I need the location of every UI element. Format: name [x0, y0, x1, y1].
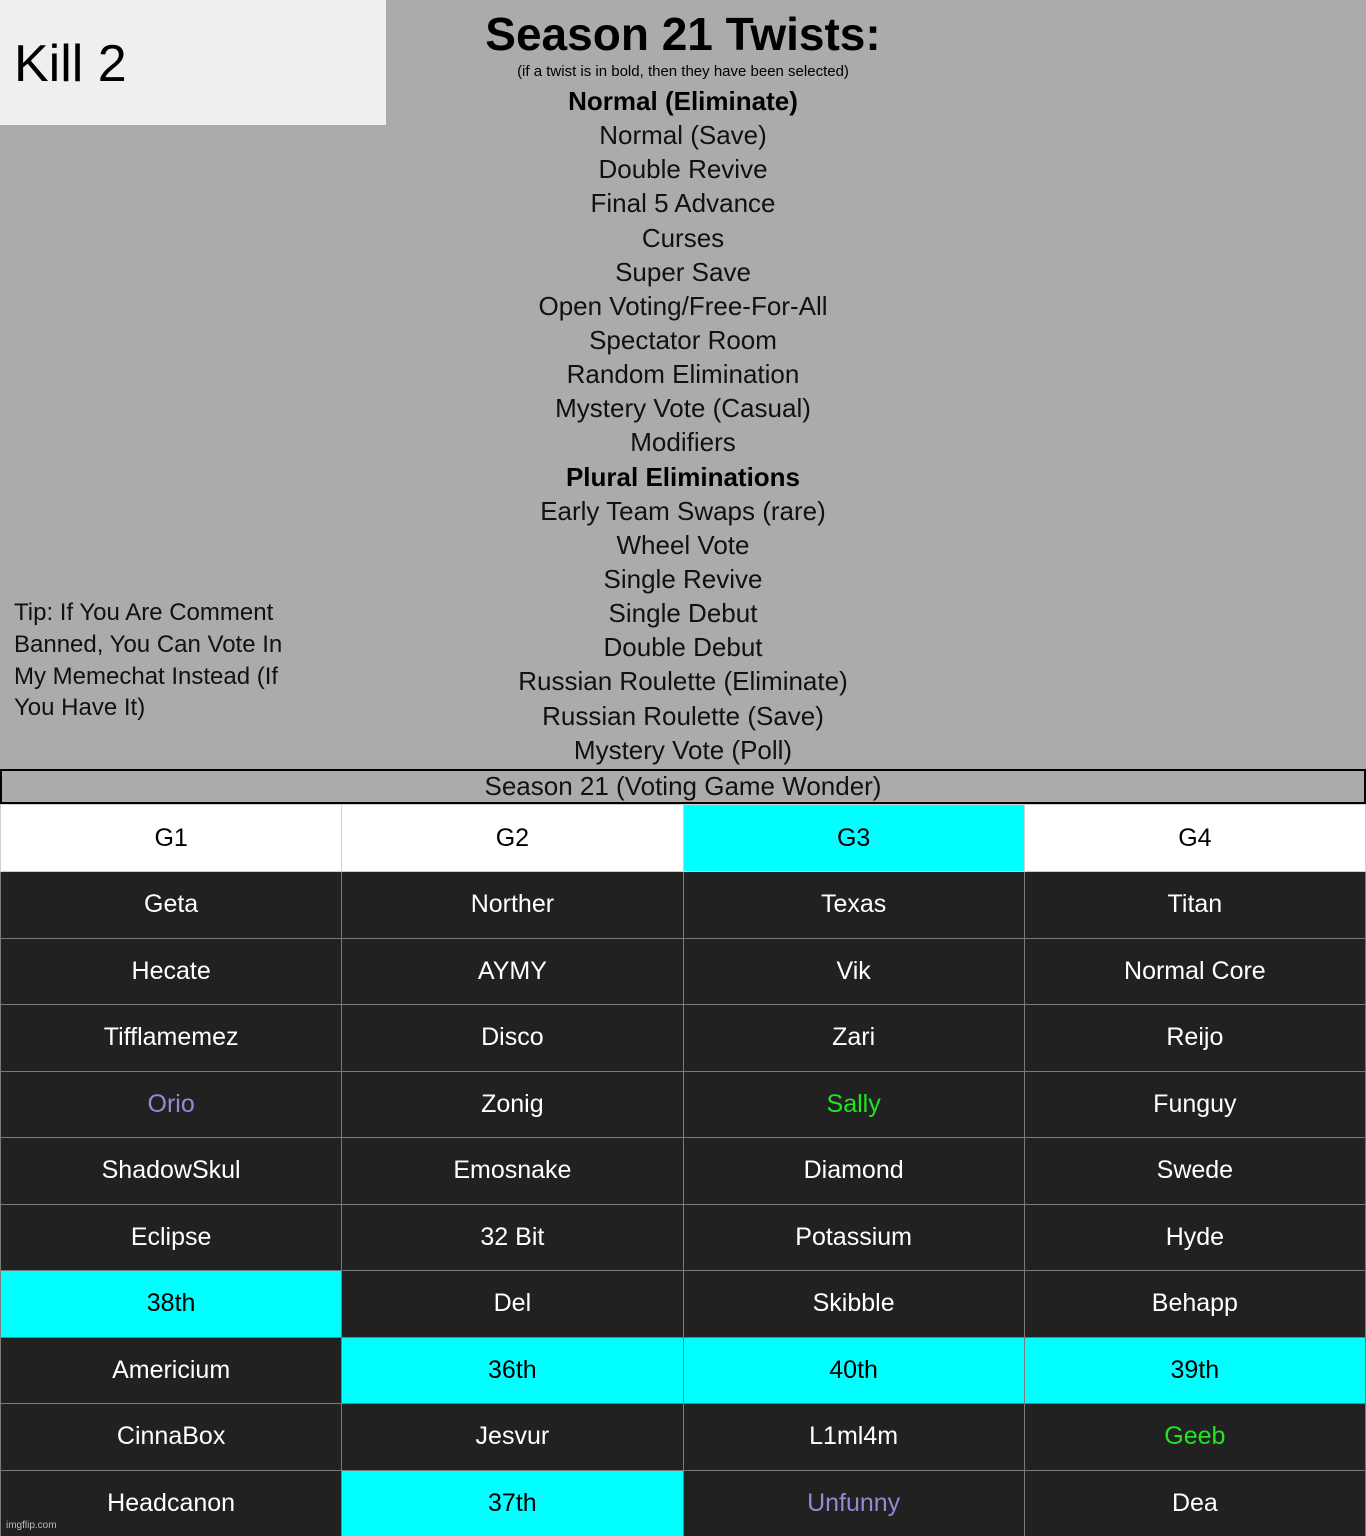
watermark: imgflip.com — [6, 1520, 57, 1531]
contestant-cell: Titan — [1024, 872, 1365, 939]
contestant-cell: Emosnake — [342, 1138, 683, 1205]
twist-item: Single Revive — [603, 563, 763, 594]
contestant-cell: Disco — [342, 1005, 683, 1072]
contestant-cell: Tifflamemez — [1, 1005, 342, 1072]
twist-item: Mystery Vote (Poll) — [573, 734, 793, 765]
season-header: Season 21 (Voting Game Wonder) — [0, 769, 1366, 804]
twist-item: Spectator Room — [589, 324, 777, 355]
contestant-cell: Funguy — [1024, 1071, 1365, 1138]
twist-item: Curses — [641, 222, 725, 253]
group-header-g1: G1 — [1, 805, 342, 872]
contestant-cell: Vik — [683, 938, 1024, 1005]
twist-item: Plural Eliminations — [565, 461, 801, 492]
table-row — [1, 1204, 1366, 1271]
page-title: Season 21 Twists: — [485, 8, 881, 60]
group-header-g4: G4 — [1024, 805, 1365, 872]
kill-label: Kill 2 — [14, 35, 127, 93]
table-row — [1, 938, 1366, 1005]
twist-item: Double Debut — [603, 632, 763, 663]
table-row — [1, 1470, 1366, 1536]
contestant-cell: ShadowSkul — [1, 1138, 342, 1205]
table-row — [1, 1138, 1366, 1205]
tip-text: Tip: If You Are Comment Banned, You Can Vote In My Memechat Instead (If You Have It) — [14, 599, 283, 722]
contestant-cell: Sally — [683, 1071, 1024, 1138]
contestant-cell: 39th — [1024, 1337, 1365, 1404]
twist-item: Double Revive — [598, 154, 768, 185]
contestant-cell: Skibble — [683, 1271, 1024, 1338]
contestant-cell: Headcanon — [1, 1470, 342, 1536]
table-row — [1, 872, 1366, 939]
contestant-cell: Swede — [1024, 1138, 1365, 1205]
contestant-cell: CinnaBox — [1, 1404, 342, 1471]
contestant-cell: Zonig — [342, 1071, 683, 1138]
contestant-cell: Norther — [342, 872, 683, 939]
contestant-cell: Hecate — [1, 938, 342, 1005]
contestant-cell: Del — [342, 1271, 683, 1338]
contestant-cell: Unfunny — [683, 1470, 1024, 1536]
contestant-cell: 32 Bit — [342, 1204, 683, 1271]
contestant-cell: Zari — [683, 1005, 1024, 1072]
table-row — [1, 1271, 1366, 1338]
twist-item: Russian Roulette (Eliminate) — [518, 666, 848, 697]
twist-item: Early Team Swaps (rare) — [540, 495, 826, 526]
group-header-g2: G2 — [342, 805, 683, 872]
table-row — [1, 1071, 1366, 1138]
twist-item: Open Voting/Free-For-All — [538, 290, 828, 321]
contestant-cell: Reijo — [1024, 1005, 1365, 1072]
twist-item: Russian Roulette (Save) — [542, 700, 824, 731]
page-subtitle: (if a twist is in bold, then they have been selected) — [517, 63, 849, 80]
twist-item: Normal (Save) — [599, 120, 767, 151]
contestant-cell: Geta — [1, 872, 342, 939]
contestant-cell: Dea — [1024, 1470, 1365, 1536]
contestant-cell: 38th — [1, 1271, 342, 1338]
contestant-cell: Potassium — [683, 1204, 1024, 1271]
contestant-cell: Normal Core — [1024, 938, 1365, 1005]
group-header-row — [1, 805, 1366, 872]
contestant-cell: Orio — [1, 1071, 342, 1138]
table-row — [1, 1404, 1366, 1471]
contestant-grid — [0, 804, 1366, 1536]
table-row — [1, 1337, 1366, 1404]
table-row — [1, 1005, 1366, 1072]
twist-item: Super Save — [615, 256, 751, 287]
twist-item: Mystery Vote (Casual) — [555, 393, 811, 424]
contestant-cell: 40th — [683, 1337, 1024, 1404]
twist-item: Wheel Vote — [616, 529, 750, 560]
contestant-cell: Behapp — [1024, 1271, 1365, 1338]
contestant-cell: 37th — [342, 1470, 683, 1536]
twist-item: Final 5 Advance — [590, 188, 776, 219]
contestant-cell: Diamond — [683, 1138, 1024, 1205]
contestant-cell: Americium — [1, 1337, 342, 1404]
contestant-cell: 36th — [342, 1337, 683, 1404]
contestant-cell: AYMY — [342, 938, 683, 1005]
kill-label-box — [0, 0, 386, 125]
contestant-cell: Geeb — [1024, 1404, 1365, 1471]
contestant-cell: L1ml4m — [683, 1404, 1024, 1471]
twist-item: Modifiers — [630, 427, 736, 458]
contestant-cell: Hyde — [1024, 1204, 1365, 1271]
twist-list — [383, 84, 983, 767]
contestant-cell: Jesvur — [342, 1404, 683, 1471]
contestant-cell: Texas — [683, 872, 1024, 939]
twist-item: Random Elimination — [566, 359, 800, 390]
group-header-g3: G3 — [683, 805, 1024, 872]
twist-item: Single Debut — [608, 598, 758, 629]
twist-item: Normal (Eliminate) — [568, 86, 798, 116]
contestant-cell: Eclipse — [1, 1204, 342, 1271]
